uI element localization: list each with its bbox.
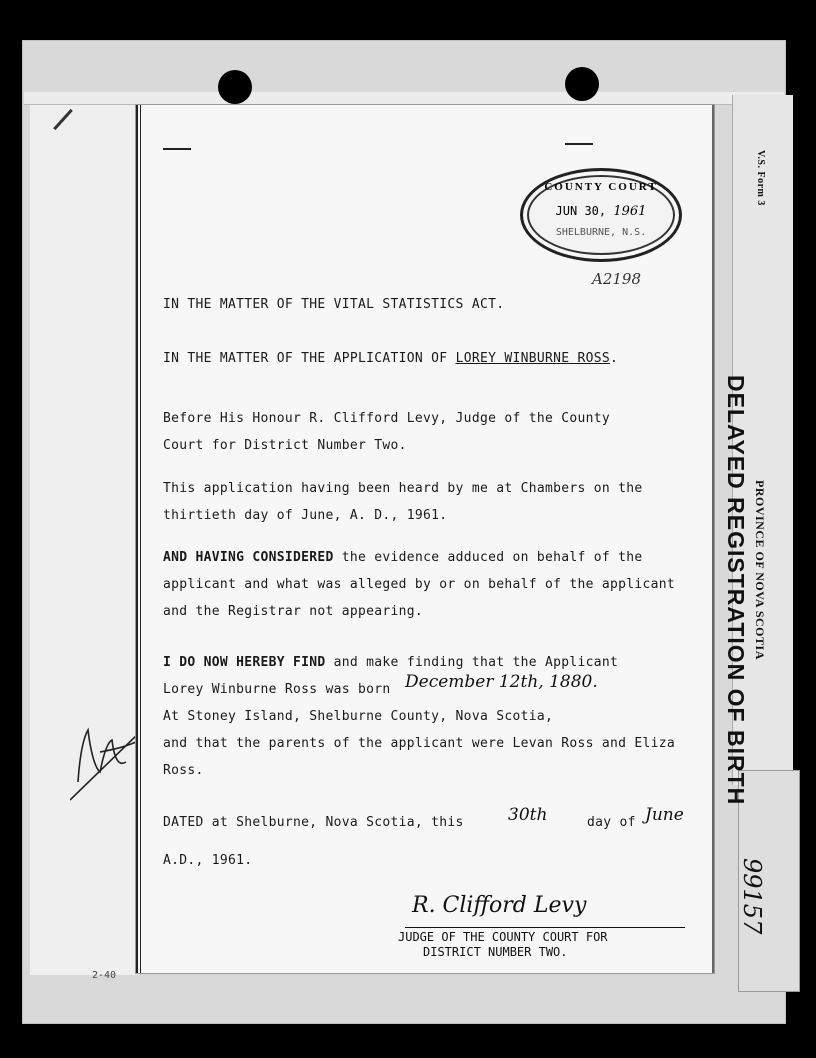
handwritten-day: 30th — [508, 805, 548, 825]
finding-line-1 — [163, 655, 618, 670]
finding-lead: I DO NOW HEREBY FIND — [163, 655, 326, 670]
dated-prefix: DATED at Shelburne, Nova Scotia, this — [163, 815, 464, 830]
finding-line-2: Lorey Winburne Ross was born — [163, 682, 391, 697]
handwritten-file-number: 99157 — [738, 858, 766, 935]
margin-rule — [136, 105, 138, 973]
underlying-sheet — [30, 105, 141, 975]
dated-mid: day of — [587, 815, 636, 830]
signature-line — [405, 927, 685, 928]
considered-line-1 — [163, 550, 643, 565]
heard-line-1: This application having been heard by me at Chambers on the — [163, 481, 643, 496]
stamp-year-handwritten: 1961 — [613, 204, 647, 219]
form-label: V.S. Form 3 — [755, 150, 766, 206]
considered-rest: the evidence adduced on behalf of the — [333, 550, 643, 565]
judge-intro-line-2: Court for District Number Two. — [163, 438, 407, 453]
margin-rule-inner — [140, 105, 141, 973]
judge-title-line-1: JUDGE OF THE COUNTY COURT FOR — [398, 930, 608, 944]
applicant-name: LOREY WINBURNE ROSS — [455, 351, 610, 366]
header-dash-left — [163, 148, 191, 150]
stamp-court-name: COUNTY COURT — [544, 181, 658, 193]
handwritten-birth-date: December 12th, 1880. — [405, 672, 598, 692]
judge-title-line-2: DISTRICT NUMBER TWO. — [423, 945, 568, 959]
matter-application-line — [163, 351, 618, 366]
finding-line-4: and that the parents of the applicant were Levan Ross and Eliza — [163, 736, 675, 751]
matter-application-prefix: IN THE MATTER OF THE APPLICATION OF — [163, 351, 456, 366]
dated-year: A.D., 1961. — [163, 853, 253, 868]
considered-lead: AND HAVING CONSIDERED — [163, 550, 334, 565]
judge-intro-line-1: Before His Honour R. Clifford Levy, Judge of the County — [163, 411, 610, 426]
punch-hole-left — [218, 70, 252, 104]
right-edge-rule — [712, 105, 714, 973]
document-number: A2198 — [592, 270, 642, 288]
form-title: DELAYED REGISTRATION OF BIRTH — [723, 375, 749, 806]
finding-line-5: Ross. — [163, 763, 204, 778]
province-label: PROVINCE OF NOVA SCOTIA — [753, 480, 767, 660]
handwritten-month: June — [645, 805, 684, 825]
county-court-stamp — [520, 168, 682, 262]
finding-line-3: At Stoney Island, Shelburne County, Nova Scotia, — [163, 709, 554, 724]
stamp-place: SHELBURNE, N.S. — [555, 227, 647, 238]
heard-line-2: thirtieth day of June, A. D., 1961. — [163, 508, 448, 523]
header-dash-right — [565, 143, 593, 145]
matter-act-line: IN THE MATTER OF THE VITAL STATISTICS ACT. — [163, 297, 505, 312]
footer-mark: 2-40 — [92, 970, 117, 981]
matter-application-suffix: . — [609, 351, 619, 366]
considered-line-2: applicant and what was alleged by or on behalf of the applicant — [163, 577, 675, 592]
considered-line-3: and the Registrar not appearing. — [163, 604, 424, 619]
punch-hole-right — [565, 67, 599, 101]
finding-rest: and make finding that the Applicant — [325, 655, 619, 670]
stamp-date-printed: JUN 30 — [555, 204, 599, 218]
stamp-date: JUN 30, 1961 — [555, 204, 647, 219]
judge-signature: R. Clifford Levy — [412, 893, 587, 918]
